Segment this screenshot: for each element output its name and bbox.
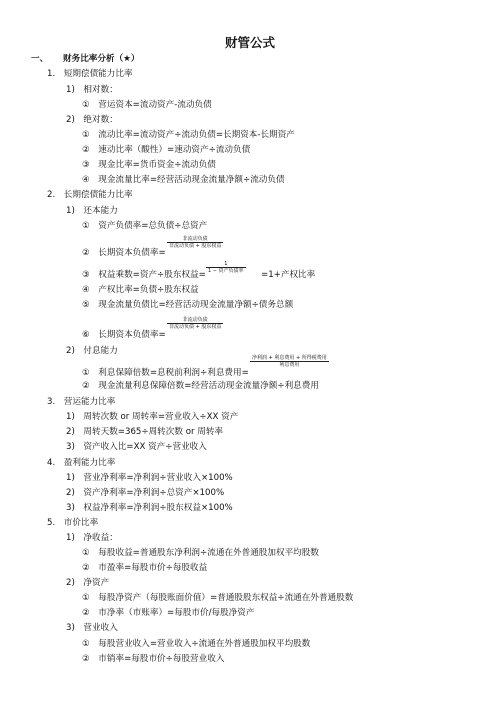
heading-operating-ability: 3. 营运能力比率 <box>47 397 116 407</box>
formula-eps: ① 每股收益=普通股东净利润÷流通在外普通股加权平均股数 <box>82 548 319 558</box>
page-title: 财管公式 <box>224 35 275 50</box>
formula-cash-interest-coverage: ② 现金流量利息保障倍数=经营活动现金流量净额÷利息费用 <box>82 381 319 391</box>
formula-roe: 3) 权益净利率=净利润÷股东权益×100% <box>66 503 233 513</box>
formula-cash-flow-debt-ratio: ⑤ 现金流量负债比=经营活动现金流量净额÷债务总额 <box>82 300 294 310</box>
formula-debt-ratio: ① 资产负债率=总负债÷总资产 <box>82 221 208 231</box>
fraction-interest-coverage <box>250 355 329 368</box>
subheading-repayment: 1) 还本能力 <box>66 206 118 216</box>
fraction-numerator: 1 <box>206 261 246 268</box>
formula-ps: ② 市销率=每股市价÷每股营业收入 <box>82 654 225 664</box>
fraction-long-term-capital <box>167 236 223 249</box>
subheading-revenue: 3) 营业收入 <box>66 623 118 633</box>
formula-net-margin: 1) 营业净利率=净利润÷营业收入×100% <box>66 473 233 483</box>
formula-cash-ratio: ③ 现金比率=货币资金÷流动负债 <box>82 160 216 170</box>
fraction-equity-multiplier <box>206 261 246 274</box>
subheading-net-assets: 2) 净资产 <box>66 578 110 588</box>
section-label: 财务比率分析（★） <box>63 54 140 64</box>
formula-current-ratio: ① 流动比率=流动资产÷流动负债=长期资本-长期资产 <box>82 130 295 140</box>
heading-profitability: 4. 盈利能力比率 <box>47 458 116 468</box>
formula-turnover-days: 2) 周转天数=365÷周转次数 or 周转率 <box>66 427 224 437</box>
formula-cash-flow-ratio: ④ 现金流量比率=经营活动现金流量净额÷流动负债 <box>82 175 285 185</box>
fraction-numerator: 非流动负债 <box>167 236 223 243</box>
formula-interest-coverage <box>82 367 249 379</box>
formula-working-capital: ① 营运资本=流动资产-流动负债 <box>82 100 212 110</box>
formula-roa: 2) 资产净利率=净利润÷总资产×100% <box>66 488 225 498</box>
formula-pb: ② 市净率（市账率）=每股市价/每股净资产 <box>82 608 255 618</box>
formula-equity-multiplier-tail: =1+产权比率 <box>261 270 316 280</box>
fraction-denominator: 非流动负债 + 股东权益 <box>169 243 222 249</box>
formula-lhs: ② 长期资本负债率= <box>82 248 166 258</box>
formula-lhs: ⑥ 长期资本负债率= <box>82 330 166 340</box>
formula-long-term-capital-debt-ratio <box>82 247 166 259</box>
fraction-denominator: 1 − 资产负债率 <box>208 268 244 274</box>
formula-rps: ① 每股营业收入=营业收入÷流通在外普通股加权平均股数 <box>82 639 311 649</box>
formula-asset-revenue-ratio: 3) 资产收入比=XX 资产÷营业收入 <box>66 442 207 452</box>
fraction-numerator: 非流动负债 <box>167 317 223 324</box>
section-number: 一、 <box>31 54 49 64</box>
formula-equity-multiplier <box>82 269 206 281</box>
formula-equity-ratio: ④ 产权比率=负债÷股东权益 <box>82 285 199 295</box>
formula-lhs: ① 利息保障倍数=息税前利润÷利息费用= <box>82 368 249 378</box>
heading-long-term-solvency: 2. 长期偿债能力比率 <box>47 190 133 200</box>
formula-quick-ratio: ② 速动比率（酸性）=速动资产÷流动负债 <box>82 145 251 155</box>
heading-market-value: 5. 市价比率 <box>47 518 99 528</box>
formula-turnover: 1) 周转次数 or 周转率=营业收入÷XX 资产 <box>66 412 239 422</box>
formula-long-term-capital-debt-ratio-2 <box>82 329 166 341</box>
subheading-relative: 1) 相对数： <box>66 85 118 95</box>
subheading-net-income: 1) 净收益： <box>66 533 118 543</box>
formula-lhs: ③ 权益乘数=资产÷股东权益= <box>82 270 206 280</box>
heading-short-term-solvency: 1. 短期偿债能力比率 <box>47 69 133 79</box>
formula-pe: ② 市盈率=每股市价÷每股收益 <box>82 563 208 573</box>
formula-bvps: ① 每股净资产（每股账面价值）=普通股股东权益÷流通在外普通股数 <box>82 593 354 603</box>
fraction-numerator: 净利润 + 利息费用 + 所得税费用 <box>252 355 327 361</box>
subheading-absolute: 2) 绝对数： <box>66 115 118 125</box>
fraction-long-term-capital-2 <box>167 317 223 330</box>
subheading-interest: 2) 付息能力 <box>66 346 118 356</box>
fraction-denominator: 利息费用 <box>279 362 300 368</box>
fraction-denominator: 非流动负债 + 股东权益 <box>169 324 222 330</box>
